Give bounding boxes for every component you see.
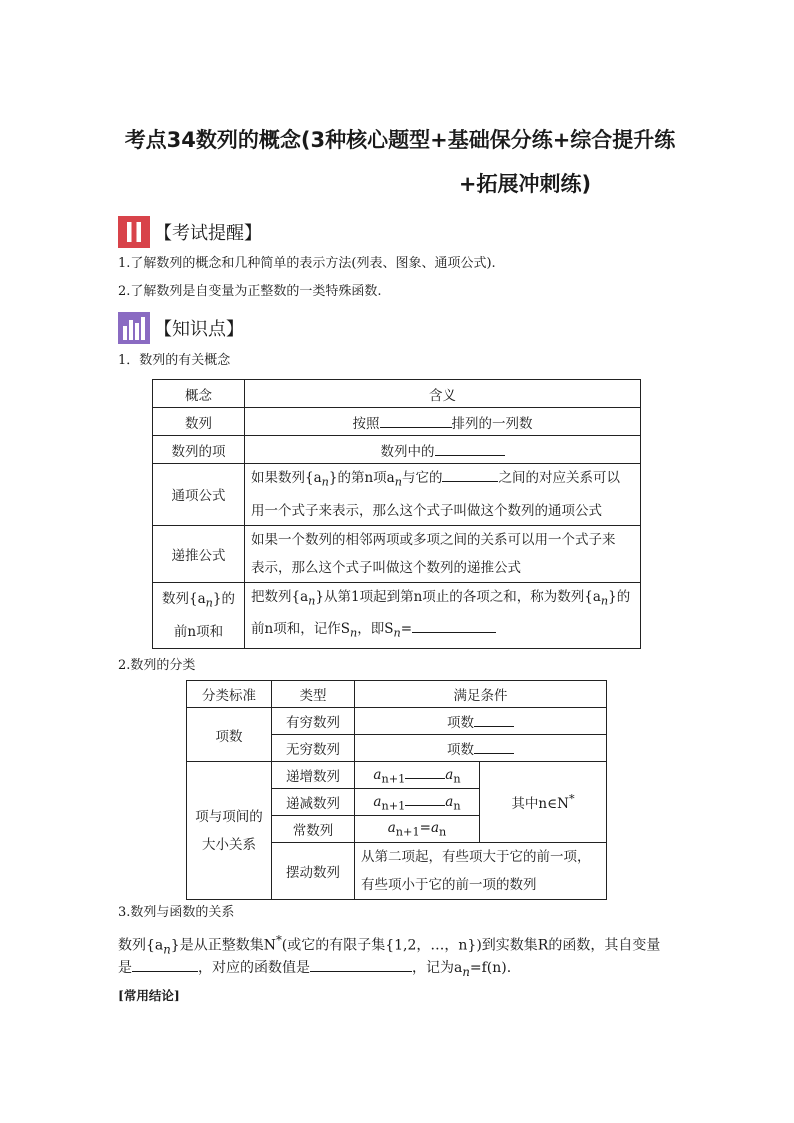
meaning-sequence: 按照 排列的一列数	[245, 408, 641, 436]
header-type: 类型	[272, 681, 355, 708]
header-concept: 概念	[153, 380, 245, 408]
concept-general-formula: 通项公式	[153, 464, 245, 526]
reminder-section-head	[118, 216, 262, 248]
type-increasing: 递增数列	[272, 762, 355, 789]
concept-table	[152, 379, 641, 649]
type-oscillating: 摆动数列	[272, 843, 355, 900]
cond-finite: 项数	[355, 708, 607, 735]
reminder-heading: 【考试提醒】	[154, 223, 262, 244]
reminder-item-1: 1.了解数列的概念和几种简单的表示方法(列表、图象、通项公式).	[118, 256, 496, 271]
concept-recursive-formula: 递推公式	[153, 525, 245, 582]
cond-constant: $a_{n+1}=a_n$	[355, 816, 480, 843]
section-1-title: 1．数列的有关概念	[118, 353, 231, 368]
meaning-general-formula: 如果数列$\{a_n\}$的第n项$a_n$与它的 之间的对应关系可以 用一个式子来表示，那么这个式子叫做这个数列的通项公式	[245, 464, 641, 526]
cond-decreasing: $a_{n+1}$ $a_n$	[355, 789, 480, 816]
bar-chart-icon	[118, 312, 150, 344]
concept-sequence: 数列	[153, 408, 245, 436]
section-2-title: 2.数列的分类	[118, 658, 196, 673]
section-3-line-1: 数列$\{a_n\}$是从正整数集N*(或它的有限子集{1,2，…，n})到实数集R的函数，其自变量	[118, 933, 661, 957]
meaning-term: 数列中的	[245, 436, 641, 464]
page-title: 考点34数列的概念(3种核心题型+基础保分练+综合提升练 +拓展冲刺练)	[124, 128, 676, 196]
classification-table	[186, 680, 607, 900]
cond-domain-note: 其中n∈N*	[480, 762, 607, 843]
meaning-recursive-formula: 如果一个数列的相邻两项或多项之间的关系可以用一个式子来 表示，那么这个式子叫做这个数列的递推公式	[245, 525, 641, 582]
group-size-relation: 项与项间的 大小关系	[187, 762, 272, 900]
section-3-line-2: 是 ，对应的函数值是 ，记为$a_n=f(n)$.	[118, 957, 511, 982]
header-standard: 分类标准	[187, 681, 272, 708]
pause-bars-icon	[118, 216, 150, 248]
header-condition: 满足条件	[355, 681, 607, 708]
type-finite: 有穷数列	[272, 708, 355, 735]
group-term-count: 项数	[187, 708, 272, 762]
common-conclusion-label: [常用结论]	[118, 988, 180, 1003]
type-constant: 常数列	[272, 816, 355, 843]
type-infinite: 无穷数列	[272, 735, 355, 762]
knowledge-heading: 【知识点】	[154, 319, 244, 340]
type-decreasing: 递减数列	[272, 789, 355, 816]
header-meaning: 含义	[245, 380, 641, 408]
knowledge-section-head	[118, 312, 244, 344]
meaning-partial-sum: 把数列$\{a_n\}$从第1项起到第n项止的各项之和，称为数列$\{a_n\}$的 前n项和，记作$S_n$，即$S_n=$	[245, 582, 641, 648]
concept-term: 数列的项	[153, 436, 245, 464]
cond-oscillating: 从第二项起，有些项大于它的前一项， 有些项小于它的前一项的数列	[355, 843, 607, 900]
reminder-item-2: 2.了解数列是自变量为正整数的一类特殊函数.	[118, 284, 382, 299]
section-3-title: 3.数列与函数的关系	[118, 905, 235, 920]
cond-infinite: 项数	[355, 735, 607, 762]
concept-partial-sum: 数列$\{a_n\}$的 前n项和	[153, 582, 245, 648]
cond-increasing: $a_{n+1}$ $a_n$	[355, 762, 480, 789]
